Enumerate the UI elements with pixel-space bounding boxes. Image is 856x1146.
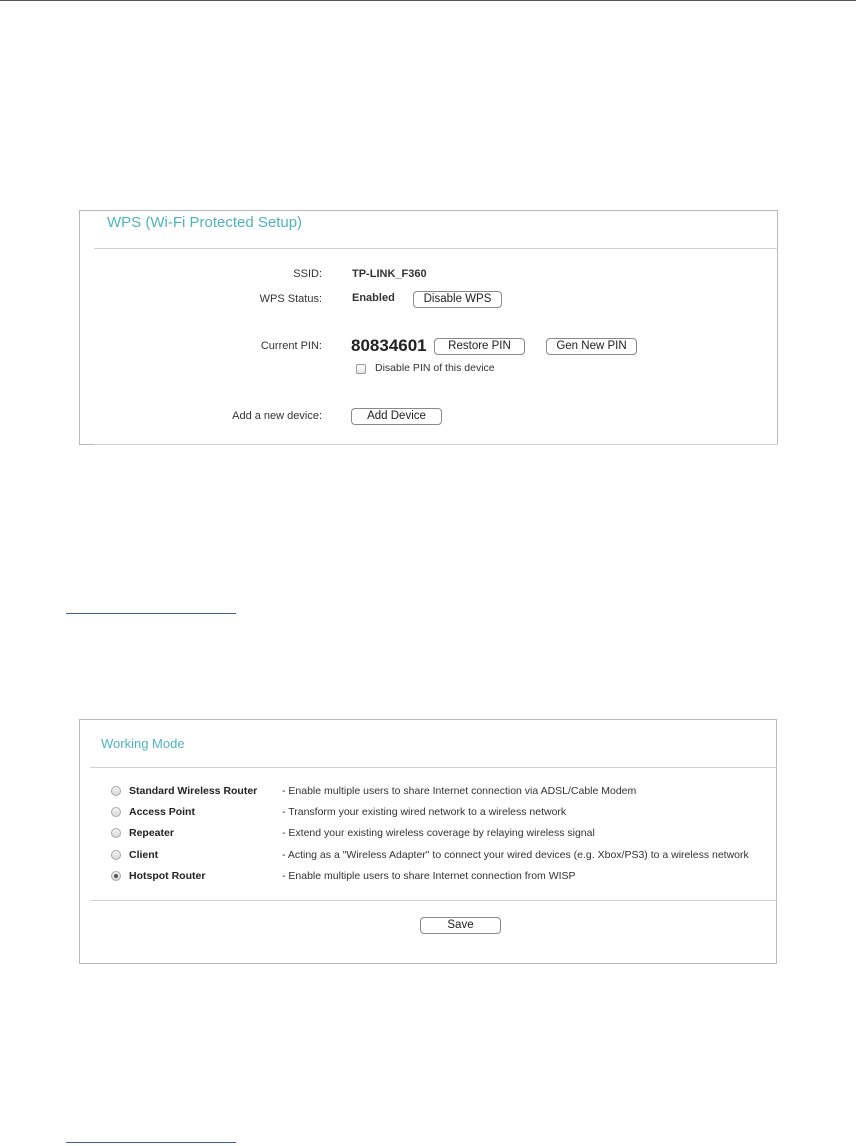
mode-description: - Enable multiple users to share Internet connection from WISP bbox=[282, 870, 576, 882]
add-device-button[interactable]: Add Device bbox=[351, 408, 442, 425]
wps-title-divider bbox=[94, 248, 778, 249]
working-mode-title-divider bbox=[90, 767, 777, 768]
current-pin-label: Current PIN: bbox=[260, 340, 322, 352]
wps-panel-title: WPS (Wi-Fi Protected Setup) bbox=[107, 214, 303, 231]
mode-name: Hotspot Router bbox=[129, 870, 206, 882]
ssid-label: SSID: bbox=[293, 268, 322, 280]
wps-bottom-divider bbox=[94, 444, 778, 445]
current-pin-value: 80834601 bbox=[351, 336, 427, 355]
restore-pin-button[interactable]: Restore PIN bbox=[434, 338, 525, 355]
add-device-label: Add a new device: bbox=[232, 410, 322, 422]
mode-name: Repeater bbox=[129, 827, 174, 839]
mode-radio-selected[interactable] bbox=[111, 871, 121, 881]
gen-new-pin-button[interactable]: Gen New PIN bbox=[546, 338, 637, 355]
mode-name: Client bbox=[129, 849, 159, 861]
page-top-rule bbox=[0, 0, 856, 1]
working-mode-title: Working Mode bbox=[101, 736, 185, 751]
mode-description: - Acting as a "Wireless Adapter" to connect your wired devices (e.g. Xbox/PS3) to a wireless network bbox=[282, 849, 749, 861]
ssid-value: TP-LINK_F360 bbox=[352, 268, 427, 280]
disable-wps-button[interactable]: Disable WPS bbox=[413, 291, 502, 308]
mode-description: - Enable multiple users to share Internet connection via ADSL/Cable Modem bbox=[282, 785, 637, 797]
wps-status-value: Enabled bbox=[352, 292, 395, 304]
mode-name: Standard Wireless Router bbox=[129, 785, 258, 797]
working-mode-bottom-divider bbox=[90, 900, 777, 901]
mode-description: - Transform your existing wired network to a wireless network bbox=[282, 806, 567, 818]
disable-pin-checkbox[interactable] bbox=[356, 364, 366, 374]
mode-radio[interactable] bbox=[111, 786, 121, 796]
wps-panel bbox=[79, 210, 778, 445]
working-mode-panel bbox=[79, 719, 777, 964]
mode-description: - Extend your existing wireless coverage by relaying wireless signal bbox=[282, 827, 595, 839]
wps-status-label: WPS Status: bbox=[259, 293, 322, 305]
disable-pin-label: Disable PIN of this device bbox=[375, 362, 495, 374]
mode-radio[interactable] bbox=[111, 828, 121, 838]
mode-name: Access Point bbox=[129, 806, 195, 818]
mode-radio[interactable] bbox=[111, 807, 121, 817]
section-link-underline bbox=[66, 613, 236, 614]
mode-radio[interactable] bbox=[111, 850, 121, 860]
section-link-underline-bottom bbox=[66, 1142, 236, 1143]
save-button[interactable]: Save bbox=[420, 917, 501, 934]
